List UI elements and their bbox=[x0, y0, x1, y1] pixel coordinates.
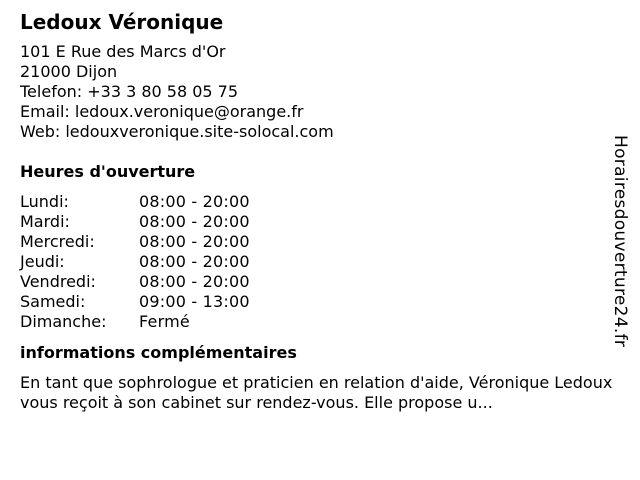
time-value: 08:00 - 20:00 bbox=[139, 232, 250, 251]
additional-info-text: En tant que sophrologue et praticien en relation d'aide, Véronique Ledoux vous reçoit à son cabinet sur rendez-vous. Elle propose u... bbox=[20, 373, 613, 412]
day-label: Dimanche: bbox=[20, 312, 107, 331]
opening-hours-title: Heures d'ouverture bbox=[20, 162, 196, 181]
hours-row-sunday bbox=[20, 312, 620, 332]
time-value: 08:00 - 20:00 bbox=[139, 252, 250, 271]
email-line: Email: ledoux.veronique@orange.fr bbox=[20, 102, 304, 121]
address-street: 101 E Rue des Marcs d'Or bbox=[20, 42, 226, 61]
website-line: Web: ledouxveronique.site-solocal.com bbox=[20, 122, 334, 141]
day-label: Mercredi: bbox=[20, 232, 95, 251]
day-label: Mardi: bbox=[20, 212, 70, 231]
address-city: 21000 Dijon bbox=[20, 62, 118, 81]
hours-row-wednesday bbox=[20, 232, 620, 252]
time-value: 08:00 - 20:00 bbox=[139, 272, 250, 291]
hours-row-tuesday bbox=[20, 212, 620, 232]
day-label: Jeudi: bbox=[20, 252, 65, 271]
business-name: Ledoux Véronique bbox=[20, 10, 224, 34]
hours-row-friday bbox=[20, 272, 620, 292]
hours-row-monday bbox=[20, 192, 620, 212]
site-watermark: Horairesdouverture24.fr bbox=[610, 135, 630, 348]
time-value: 09:00 - 13:00 bbox=[139, 292, 250, 311]
time-value: 08:00 - 20:00 bbox=[139, 192, 250, 211]
day-label: Lundi: bbox=[20, 192, 69, 211]
hours-row-thursday bbox=[20, 252, 620, 272]
day-label: Vendredi: bbox=[20, 272, 96, 291]
time-value: Fermé bbox=[139, 312, 190, 331]
hours-row-saturday bbox=[20, 292, 620, 312]
time-value: 08:00 - 20:00 bbox=[139, 212, 250, 231]
phone-line: Telefon: +33 3 80 58 05 75 bbox=[20, 82, 239, 101]
day-label: Samedi: bbox=[20, 292, 86, 311]
opening-hours-table bbox=[20, 192, 620, 332]
business-card bbox=[20, 8, 620, 413]
additional-info-title: informations complémentaires bbox=[20, 343, 297, 362]
